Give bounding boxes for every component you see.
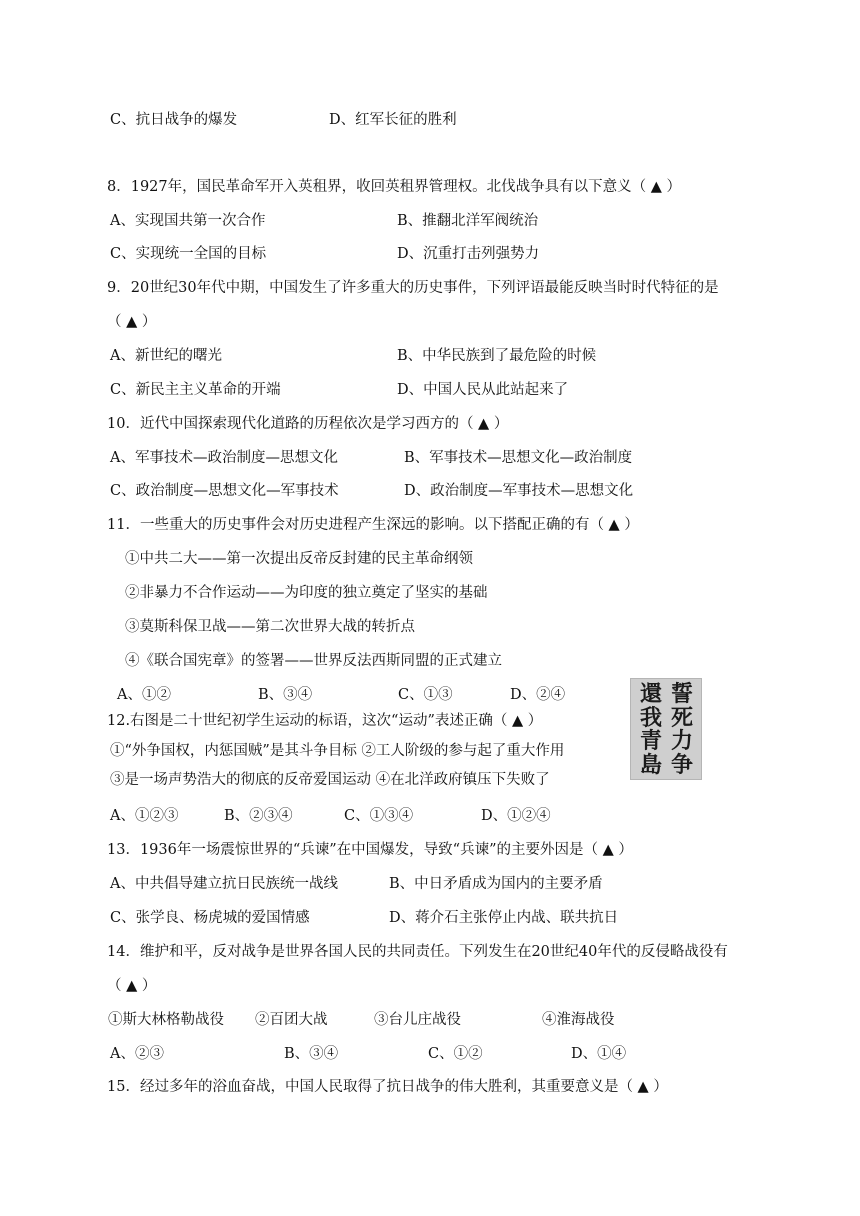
q9-stem-continuation: （ ▲ ）	[107, 314, 157, 330]
q14-stem: 14．维护和平，反对战争是世界各国人民的共同责任。下列发生在20世纪40年代的反侵略战役有	[107, 944, 728, 960]
q12-option-a: A、①②③	[110, 808, 179, 824]
q8-option-b: B、推翻北洋军阀统治	[397, 213, 539, 229]
q11-option-a: A、①②	[117, 687, 171, 703]
q14-item-1: ①斯大林格勒战役	[108, 1012, 224, 1028]
q8-option-a: A、实现国共第一次合作	[110, 213, 266, 229]
q13-stem: 13．1936年一场震惊世界的“兵谏”在中国爆发，导致“兵谏”的主要外因是（ ▲ ）	[107, 842, 633, 858]
q11-item-1: ①中共二大——第一次提出反帝反封建的民主革命纲领	[125, 551, 473, 567]
q10-option-a: A、军事技术—政治制度—思想文化	[110, 450, 338, 466]
q11-option-d: D、②④	[510, 687, 566, 703]
q14-item-4: ④淮海战役	[542, 1012, 615, 1028]
q11-stem: 11．一些重大的历史事件会对历史进程产生深远的影响。以下搭配正确的有（ ▲ ）	[107, 517, 639, 533]
q8-stem: 8．1927年，国民革命军开入英租界，收回英租界管理权。北伐战争具有以下意义（ ▲ ）	[107, 179, 681, 195]
q13-option-d: D、蒋介石主张停止内战、联共抗日	[389, 910, 619, 926]
q13-option-a: A、中共倡导建立抗日民族统一战线	[110, 876, 338, 892]
q8-option-d: D、沉重打击列强势力	[397, 246, 540, 262]
q14-option-d: D、①④	[571, 1046, 627, 1062]
q14-option-b: B、③④	[284, 1046, 339, 1062]
q12-stem: 12.右图是二十世纪初学生运动的标语，这次“运动”表述正确（ ▲ ）	[107, 713, 543, 729]
q12-option-c: C、①③④	[344, 808, 414, 824]
q11-item-4: ④《联合国宪章》的签署——世界反法西斯同盟的正式建立	[125, 653, 502, 669]
q9-stem: 9．20世纪30年代中期，中国发生了许多重大的历史事件，下列评语最能反映当时时代特征的是	[107, 280, 719, 296]
q10-option-b: B、军事技术—思想文化—政治制度	[404, 450, 633, 466]
q14-option-c: C、①②	[428, 1046, 483, 1062]
q7-option-c: C、抗日战争的爆发	[110, 112, 238, 128]
student-movement-slogan-image	[630, 678, 702, 780]
q11-option-c: C、①③	[398, 687, 453, 703]
q14-option-a: A、②③	[110, 1046, 164, 1062]
q12-option-b: B、②③④	[224, 808, 293, 824]
q11-option-b: B、③④	[258, 687, 313, 703]
q15-stem: 15．经过多年的浴血奋战，中国人民取得了抗日战争的伟大胜利，其重要意义是（ ▲ ）	[107, 1079, 668, 1095]
q9-option-a: A、新世纪的曙光	[110, 348, 222, 364]
q11-item-3: ③莫斯科保卫战——第二次世界大战的转折点	[125, 619, 415, 635]
q9-option-d: D、中国人民从此站起来了	[397, 382, 569, 398]
q13-option-c: C、张学良、杨虎城的爱国情感	[110, 910, 310, 926]
q10-option-c: C、政治制度—思想文化—军事技术	[110, 483, 339, 499]
q12-option-d: D、①②④	[481, 808, 551, 824]
slogan-left-column: 還我青島	[639, 681, 662, 778]
q9-option-b: B、中华民族到了最危险的时候	[397, 348, 597, 364]
q14-item-2: ②百团大战	[255, 1012, 328, 1028]
slogan-right-column: 誓死力争	[670, 681, 693, 778]
q10-stem: 10．近代中国探索现代化道路的历程依次是学习西方的（ ▲ ）	[107, 416, 509, 432]
q12-items-line-2: ③是一场声势浩大的彻底的反帝爱国运动 ④在北洋政府镇压下失败了	[110, 772, 550, 788]
q12-items-line-1: ①“外争国权，内惩国贼”是其斗争目标 ②工人阶级的参与起了重大作用	[110, 743, 565, 759]
q13-option-b: B、中日矛盾成为国内的主要矛盾	[389, 876, 603, 892]
q10-option-d: D、政治制度—军事技术—思想文化	[404, 483, 634, 499]
q14-stem-continuation: （ ▲ ）	[107, 978, 157, 994]
q11-item-2: ②非暴力不合作运动——为印度的独立奠定了坚实的基础	[125, 585, 488, 601]
q14-item-3: ③台儿庄战役	[374, 1012, 461, 1028]
q8-option-c: C、实现统一全国的目标	[110, 246, 267, 262]
q7-option-d: D、红军长征的胜利	[329, 112, 457, 128]
q9-option-c: C、新民主主义革命的开端	[110, 382, 281, 398]
